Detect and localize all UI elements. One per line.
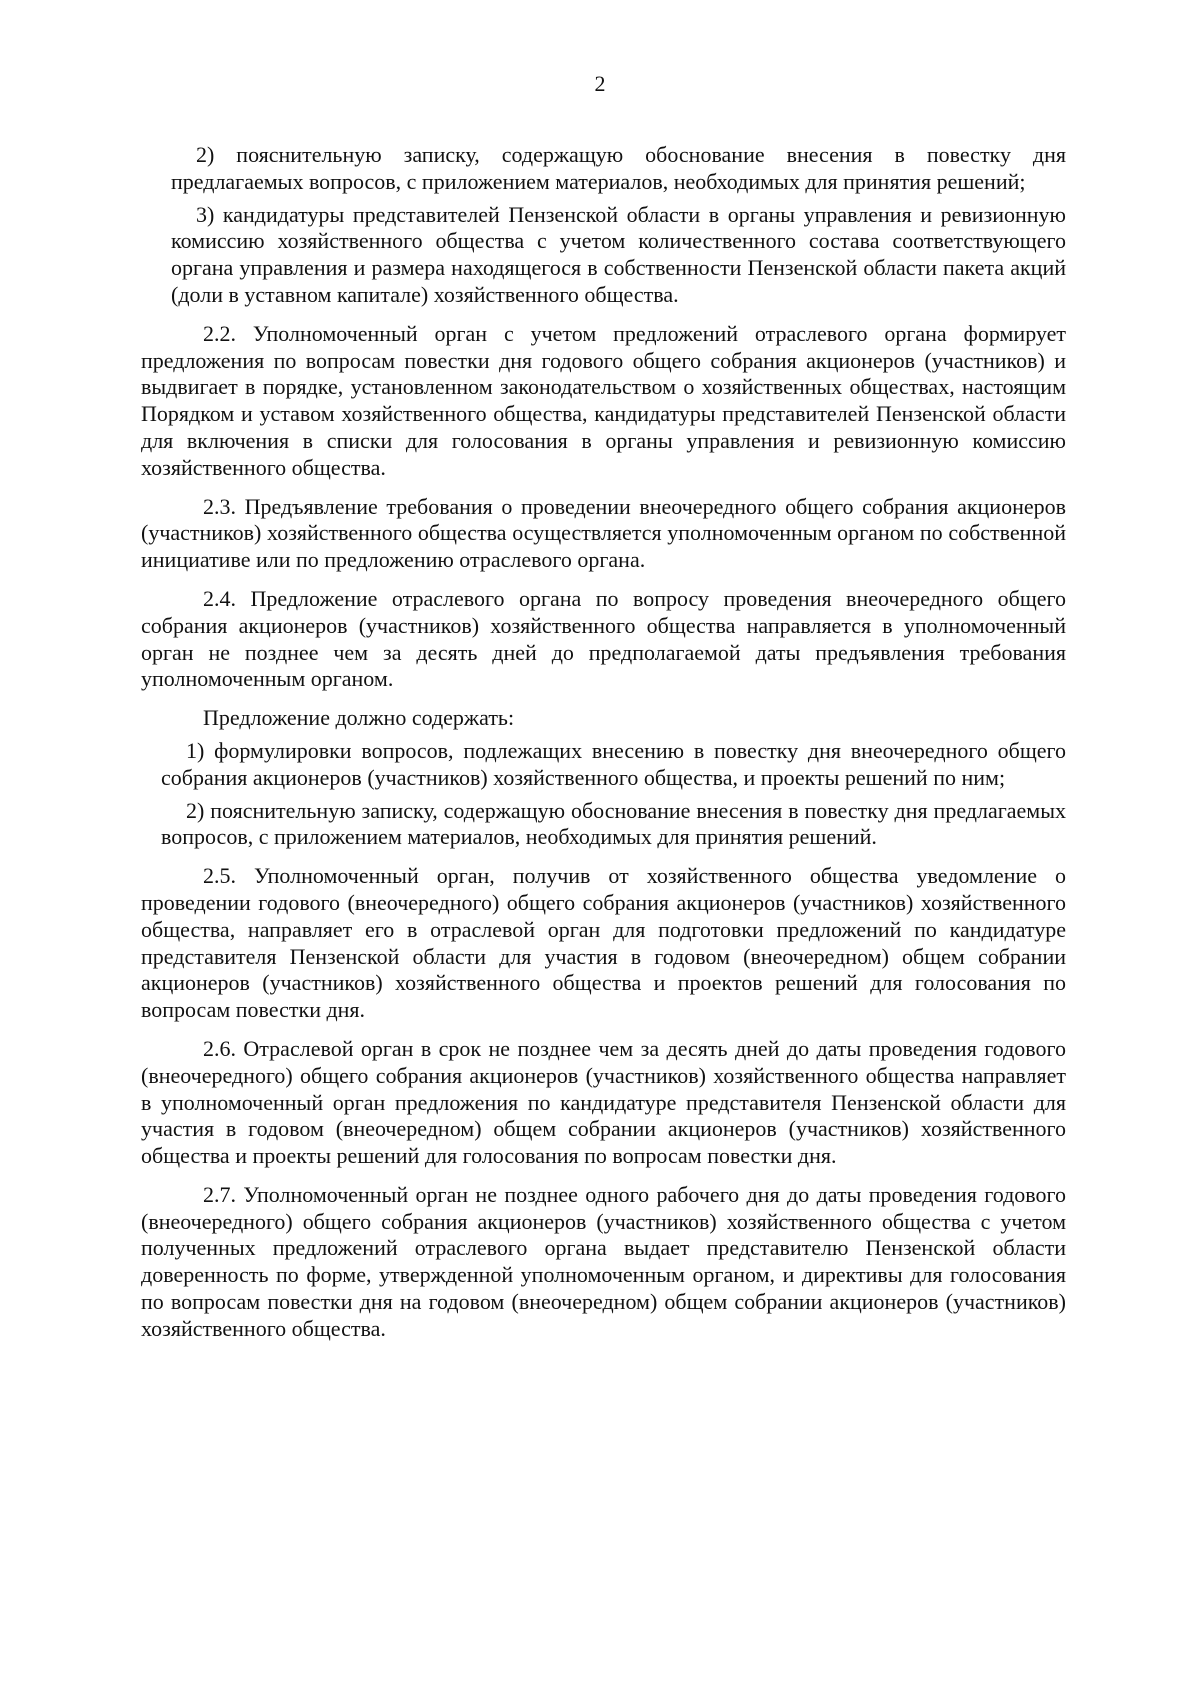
document-body bbox=[141, 140, 1066, 1355]
paragraph-2-7: 2.7. Уполномоченный орган не позднее одного рабочего дня до даты проведения годового (внеочередного) общего собрания акционеров (участников) хозяйственного общества с учетом полученных предложений отраслевого органа выдает представителю Пензенской области доверенность по форме, утвержденной уполномоченным органом, и директивы для голосования по вопросам повестки дня на годовом (внеочередном) общем собрании акционеров (участников) хозяйственного общества. bbox=[141, 1181, 1066, 1341]
paragraph-2-3: 2.3. Предъявление требования о проведении внеочередного общего собрания акционеров (участников) хозяйственного общества осуществляется уполномоченным органом по собственной инициативе или по предложению отраслевого органа. bbox=[141, 493, 1066, 573]
paragraph-2-5: 2.5. Уполномоченный орган, получив от хозяйственного общества уведомление о проведении годового (внеочередного) общего собрания акционеров (участников) хозяйственного общества, направляет его в отраслевой орган для подготовки предложений по кандидатуре представителя Пензенской области для участия в годовом (внеочередном) общем собрании акционеров (участников) хозяйственного общества и проектов решений для голосования по вопросам повестки дня. bbox=[141, 863, 1066, 1023]
paragraph-2-6: 2.6. Отраслевой орган в срок не позднее чем за десять дней до даты проведения годового (внеочередного) общего собрания акционеров (участников) хозяйственного общества направляет в уполномоченный орган предложения по кандидатуре представителя Пензенской области для участия в годовом (внеочередном) общем собрании акционеров (участников) хозяйственного общества и проекты решений для голосования по вопросам повестки дня. bbox=[141, 1035, 1066, 1169]
paragraph-2-2: 2.2. Уполномоченный орган с учетом предложений отраслевого органа формирует предложения по вопросам повестки дня годового общего собрания акционеров (участников) и выдвигает в порядке, установленном законодательством о хозяйственных обществах, настоящим Порядком и уставом хозяйственного общества, кандидатуры представителей Пензенской области для включения в списки для голосования в органы управления и ревизионную комиссию хозяйственного общества. bbox=[141, 320, 1066, 480]
paragraph-2-4: 2.4. Предложение отраслевого органа по вопросу проведения внеочередного общего собрания акционеров (участников) хозяйственного общества направляется в уполномоченный орган не позднее чем за десять дней до предполагаемой даты предъявления требования уполномоченным органом. bbox=[141, 585, 1066, 692]
list-item-explanatory-note: 2) пояснительную записку, содержащую обоснование внесения в повестку дня предлагаемых вопросов, с приложением материалов, необходимых для принятия решений; bbox=[171, 142, 1066, 194]
list-item-wording: 1) формулировки вопросов, подлежащих внесению в повестку дня внеочередного общего собрания акционеров (участников) хозяйственного общества, и проекты решений по ним; bbox=[161, 737, 1066, 790]
list-item-explanatory-note-2: 2) пояснительную записку, содержащую обоснование внесения в повестку дня предлагаемых вопросов, с приложением материалов, необходимых для принятия решений. bbox=[161, 797, 1066, 850]
list-item-candidates: 3) кандидатуры представителей Пензенской области в органы управления и ревизионную комиссию хозяйственного общества с учетом количественного состава соответствующего органа управления и размера находящегося в собственности Пензенской области пакета акций (доли в уставном капитале) хозяйственного общества. bbox=[171, 201, 1066, 307]
proposal-contents-lead: Предложение должно содержать: bbox=[203, 705, 515, 731]
page-number: 2 bbox=[594, 71, 606, 96]
